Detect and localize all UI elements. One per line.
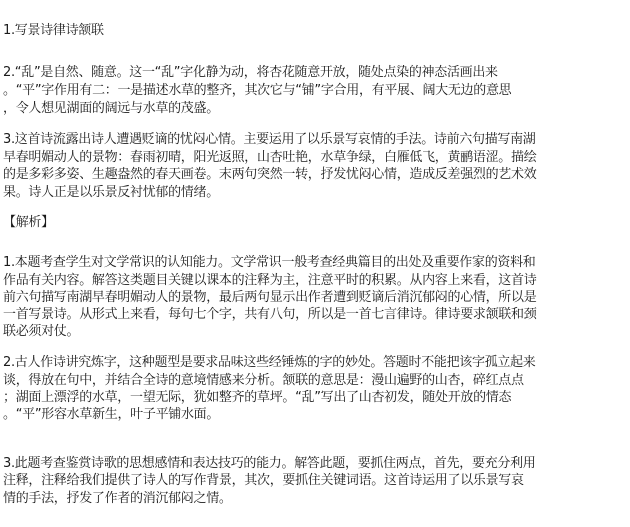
analysis-3-line-1: 3.此题考查鉴赏诗歌的思想感情和表达技巧的能力。解答此题，要抓住两点，首先，要充分利用 [3,456,536,471]
analysis-1-line-2: 作品有关内容。解答这类题目关键以课本的注释为主，注意平时的积累。从内容上来看，这首诗 [3,273,537,288]
answer-1-line-1: 1.写景诗律诗颔联 [3,23,104,38]
answer-3-line-4: 果。诗人正是以乐景反衬忧郁的情绪。 [3,185,219,200]
analysis-1-line-5: 联必须对仗。 [3,324,80,339]
analysis-1-line-4: 一首写景诗。从形式上来看，每句七个字，共有八句，所以是一首七言律诗。律诗要求颔联和颈 [3,307,537,322]
analysis-2-line-4: 。“平”形容水草新生，叶子平铺水面。 [3,407,220,422]
answer-3-line-1: 3.这首诗流露出诗人遭遇贬谪的忧闷心情。主要运用了以乐景写哀情的手法。诗前六句描写南湖 [3,132,536,147]
analysis-2-line-3: ；湖面上漂浮的水草，一望无际，犹如整齐的草坪。“乱”写出了山杏初发，随处开放的情态 [3,390,512,405]
answer-3-line-3: 的是多彩多姿、生趣盎然的春天画卷。末两句突然一转，抒发忧闷心情，造成反差强烈的艺术效 [3,167,537,182]
answer-2-line-3: ，令人想见湖面的阔远与水草的茂盛。 [3,101,219,116]
analysis-heading: 【解析】 [3,215,54,230]
analysis-1-line-1: 1.本题考查学生对文学常识的认知能力。文学常识一般考查经典篇目的出处及重要作家的资料和 [3,255,536,270]
analysis-1-line-3: 前六句描写南湖早春明媚动人的景物，最后两句显示出作者遭到贬谪后消沉郁闷的心情，所以是 [3,290,537,305]
analysis-3-line-2: 注释，注释给我们提供了诗人的写作背景，其次，要抓住关键词语。这首诗运用了以乐景写哀 [3,473,524,488]
answer-3-line-2: 早春明媚动人的景物：春雨初晴，阳光返照，山杏吐艳，水草争绿，白雁低飞，黄鹂语涩。描绘 [3,150,537,165]
answer-2-line-1: 2.“乱”是自然、随意。这一“乱”字化静为动，将杏花随意开放，随处点染的神态活画出来 [3,65,498,80]
analysis-2-line-2: 谈，得放在句中，并结合全诗的意境情感来分析。颔联的意思是：漫山遍野的山杏，碎红点点 [3,373,524,388]
analysis-2-line-1: 2.古人作诗讲究炼字，这种题型是要求品味这些经锤炼的字的妙处。答题时不能把该字孤立起来 [3,355,536,370]
analysis-3-line-3: 情的手法，抒发了作者的消沉郁闷之情。 [3,491,232,506]
answer-2-line-2: 。“平”字作用有二：一是描述水草的整齐，其次它与“铺”字合用，有平展、阔大无边的意思 [3,83,512,98]
